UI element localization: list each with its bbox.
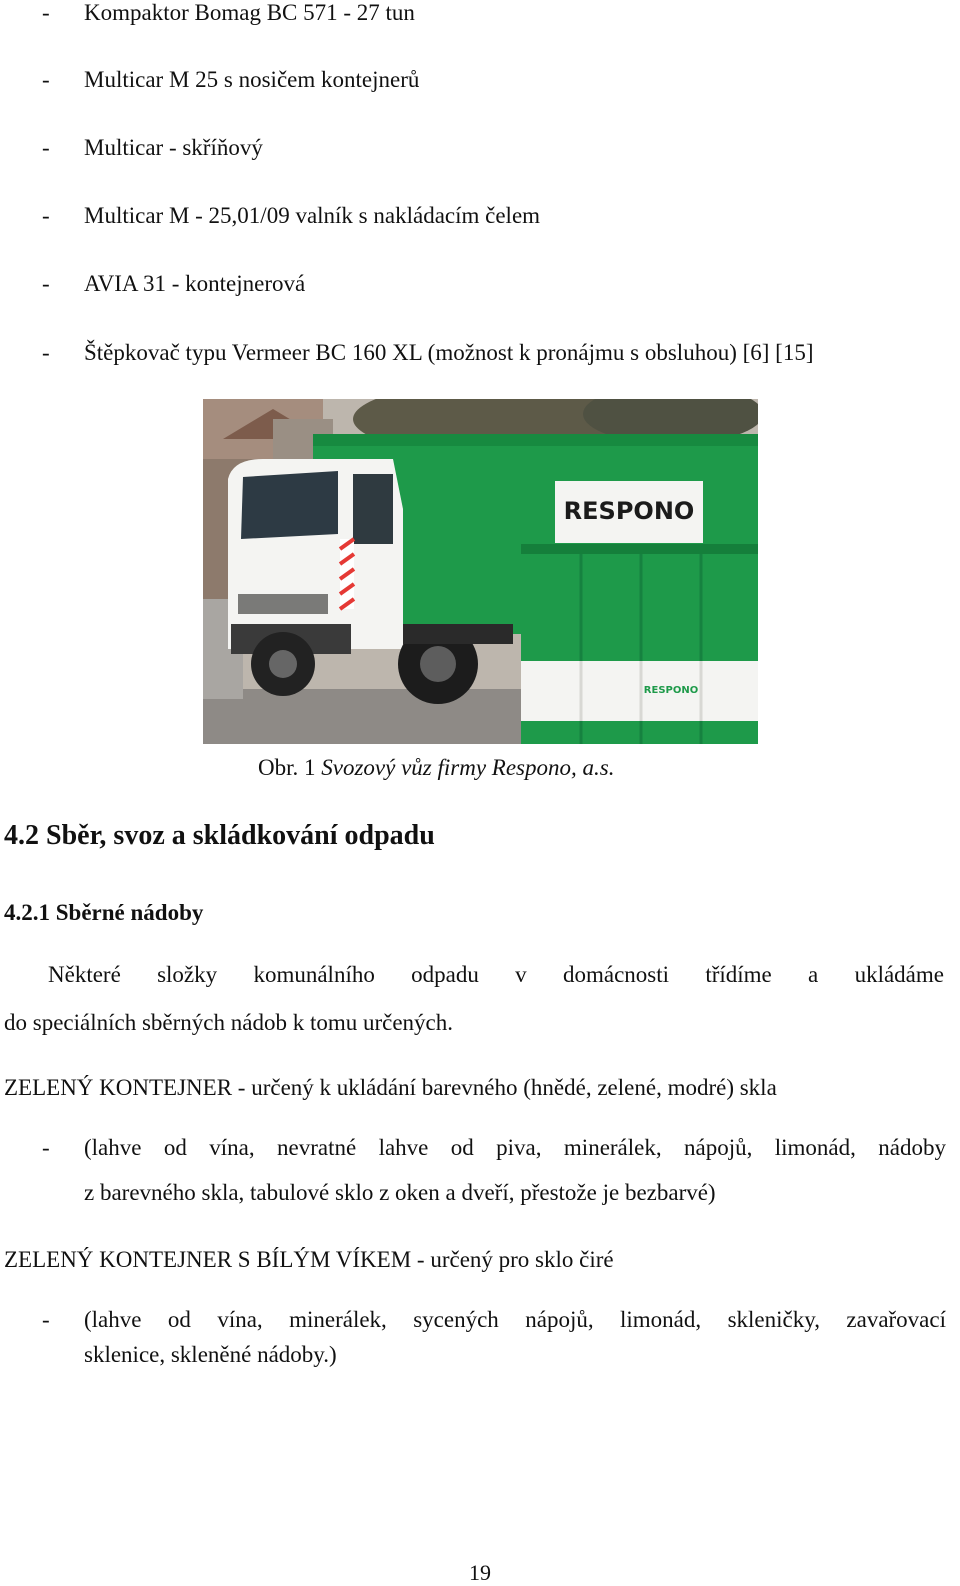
intro-line-2: do speciálních sběrných nádob k tomu určených.	[4, 1010, 454, 1035]
green-container-heading: ZELENÝ KONTEJNER - určený k ukládání barevného (hnědé, zelené, modré) skla	[4, 1075, 777, 1100]
caption-text: Svozový vůz firmy Respono, a.s.	[321, 755, 615, 780]
intro-line-1-text: Některé složky komunálního odpadu v domácnosti třídíme a ukládáme	[48, 962, 944, 987]
list-item: Štěpkovač typu Vermeer BC 160 XL (možnost k pronájmu s obsluhou) [6] [15]	[84, 340, 814, 365]
white-lid-container-heading: ZELENÝ KONTEJNER S BÍLÝM VÍKEM - určený pro sklo čiré	[4, 1247, 614, 1272]
respono-logo-small: RESPONO	[643, 685, 699, 696]
list-item: Multicar - skříňový	[84, 135, 263, 160]
respono-logo: RESPONO	[563, 497, 695, 525]
list-dash: -	[42, 135, 50, 160]
subsection-title: 4.2.1 Sběrné nádoby	[4, 900, 204, 925]
list-item: AVIA 31 - kontejnerová	[84, 271, 306, 296]
truck-illustration	[203, 399, 758, 744]
list-dash: -	[42, 340, 50, 365]
truck-photo	[203, 399, 758, 744]
section-title: 4.2 Sběr, svoz a skládkování odpadu	[4, 820, 435, 851]
green-item-line-2: z barevného skla, tabulové sklo z oken a dveří, přestože je bezbarvé)	[84, 1180, 716, 1205]
list-dash: -	[42, 203, 50, 228]
white-item-line-1	[84, 1307, 946, 1333]
intro-line-1	[48, 962, 944, 988]
white-item-line-1-text: (lahve od vína, minerálek, sycených nápojů, limonád, skleničky, zavařovací	[84, 1307, 946, 1332]
figure-caption	[258, 755, 614, 781]
caption-prefix: Obr. 1	[258, 755, 316, 780]
list-item: Kompaktor Bomag BC 571 - 27 tun	[84, 0, 415, 25]
list-item: Multicar M 25 s nosičem kontejnerů	[84, 67, 420, 92]
list-dash: -	[42, 1135, 50, 1160]
green-item-line-1	[84, 1135, 946, 1161]
white-item-line-2: sklenice, skleněné nádoby.)	[84, 1342, 337, 1367]
list-dash: -	[42, 67, 50, 92]
list-dash: -	[42, 0, 50, 25]
green-item-line-1-text: (lahve od vína, nevratné lahve od piva, minerálek, nápojů, limonád, nádoby	[84, 1135, 946, 1160]
list-item: Multicar M - 25,01/09 valník s nakládacím čelem	[84, 203, 541, 228]
page-number: 19	[469, 1560, 491, 1585]
list-dash: -	[42, 1307, 50, 1332]
list-dash: -	[42, 271, 50, 296]
